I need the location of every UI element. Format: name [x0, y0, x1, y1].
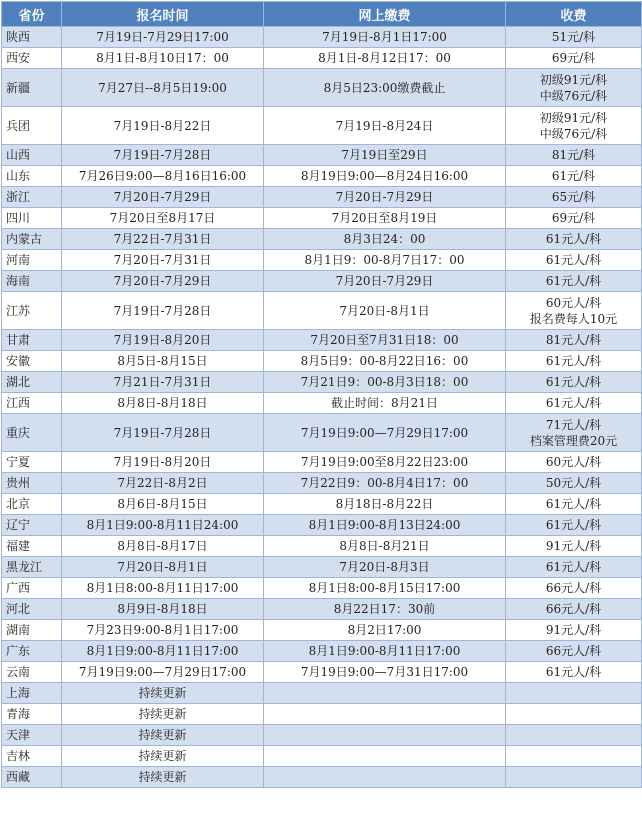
online-payment-cell: 7月20日-8月3日: [264, 557, 506, 578]
online-payment-cell: 7月19日-8月24日: [264, 107, 506, 145]
registration-time-cell: 8月1日8:00-8月11日17:00: [62, 578, 264, 599]
fee-line: 61元人/科: [545, 497, 602, 511]
registration-time-cell: 8月1日-8月10日17：00: [62, 48, 264, 69]
province-cell: 四川: [2, 208, 62, 229]
online-payment-cell: [264, 725, 506, 746]
registration-time-cell: 8月1日9:00-8月11日17:00: [62, 641, 264, 662]
registration-time-cell: 8月6日-8月15日: [62, 494, 264, 515]
table-row: [2, 641, 642, 662]
fee-cell: [506, 473, 642, 494]
registration-time-cell: 7月20日-7月31日: [62, 250, 264, 271]
province-cell: 甘肃: [2, 330, 62, 351]
header-row: [2, 2, 642, 27]
fee-cell: [506, 250, 642, 271]
province-cell: 内蒙古: [2, 229, 62, 250]
online-payment-cell: 7月19日至29日: [264, 145, 506, 166]
table-row: [2, 187, 642, 208]
online-payment-cell: 8月1日-8月12日17：00: [264, 48, 506, 69]
online-payment-cell: 8月18日-8月22日: [264, 494, 506, 515]
fee-line: 初级91元/科: [539, 110, 608, 125]
table-row: [2, 452, 642, 473]
registration-time-cell: 7月23日9:00-8月1日17:00: [62, 620, 264, 641]
fee-cell: [506, 767, 642, 788]
online-payment-cell: 8月5日23:00缴费截止: [264, 69, 506, 107]
fee-cell: [506, 351, 642, 372]
online-payment-cell: 7月21日9：00-8月3日18：00: [264, 372, 506, 393]
fee-cell: [506, 48, 642, 69]
table-row: [2, 767, 642, 788]
fee-line: 61元/科: [551, 169, 596, 183]
fee-cell: [506, 578, 642, 599]
table-row: [2, 271, 642, 292]
fee-line: 91元人/科: [545, 539, 602, 553]
table-row: [2, 704, 642, 725]
fee-line: 66元人/科: [545, 602, 602, 616]
registration-time-cell: 7月19日-8月22日: [62, 107, 264, 145]
fee-cell: [506, 271, 642, 292]
fee-line: 61元人/科: [545, 354, 602, 368]
online-payment-cell: [264, 746, 506, 767]
online-payment-cell: 7月20日至8月19日: [264, 208, 506, 229]
fee-line: 档案管理费20元: [529, 433, 618, 448]
province-cell: 广东: [2, 641, 62, 662]
province-cell: 湖南: [2, 620, 62, 641]
table-row: [2, 414, 642, 452]
fee-schedule-table: [1, 1, 642, 788]
header-fee: 收费: [506, 2, 642, 27]
registration-time-cell: 7月22日-8月2日: [62, 473, 264, 494]
province-cell: 海南: [2, 271, 62, 292]
registration-time-cell: 8月9日-8月18日: [62, 599, 264, 620]
table-row: [2, 69, 642, 107]
table-row: [2, 557, 642, 578]
registration-time-cell: 7月20日-7月29日: [62, 271, 264, 292]
province-cell: 北京: [2, 494, 62, 515]
table-row: [2, 683, 642, 704]
table-row: [2, 145, 642, 166]
province-cell: 湖北: [2, 372, 62, 393]
registration-time-cell: 7月19日-7月29日17:00: [62, 27, 264, 48]
province-cell: 辽宁: [2, 515, 62, 536]
online-payment-cell: 截止时间：8月21日: [264, 393, 506, 414]
registration-time-cell: 7月19日-7月28日: [62, 145, 264, 166]
header-registration-time: 报名时间: [62, 2, 264, 27]
table-row: [2, 494, 642, 515]
fee-line: 中级76元/科: [539, 88, 608, 103]
table-row: [2, 746, 642, 767]
fee-cell: [506, 145, 642, 166]
registration-time-cell: 7月19日-7月28日: [62, 292, 264, 330]
table-row: [2, 599, 642, 620]
table-row: [2, 330, 642, 351]
table-body: [2, 27, 642, 788]
table-row: [2, 48, 642, 69]
fee-cell: [506, 599, 642, 620]
fee-line: 65元/科: [551, 190, 596, 204]
online-payment-cell: 8月3日24：00: [264, 229, 506, 250]
registration-time-cell: 7月20日-8月1日: [62, 557, 264, 578]
table-row: [2, 166, 642, 187]
fee-line: 61元人/科: [545, 560, 602, 574]
province-cell: 西安: [2, 48, 62, 69]
registration-time-cell: 8月8日-8月18日: [62, 393, 264, 414]
fee-line: 61元人/科: [545, 518, 602, 532]
fee-line: 61元人/科: [545, 396, 602, 410]
table-row: [2, 393, 642, 414]
fee-line: 61元人/科: [545, 274, 602, 288]
fee-line: 61元人/科: [545, 665, 602, 679]
table-row: [2, 250, 642, 271]
province-cell: 安徽: [2, 351, 62, 372]
fee-line: 报名费每人10元: [529, 311, 618, 326]
fee-cell: [506, 641, 642, 662]
fee-cell: [506, 292, 642, 330]
province-cell: 新疆: [2, 69, 62, 107]
fee-line: 71元人/科: [545, 417, 602, 432]
table-row: [2, 515, 642, 536]
registration-time-cell: 持续更新: [62, 767, 264, 788]
fee-line: 66元人/科: [545, 581, 602, 595]
online-payment-cell: 7月19日9:00至8月22日23:00: [264, 452, 506, 473]
header-province: 省份: [2, 2, 62, 27]
online-payment-cell: 8月8日-8月21日: [264, 536, 506, 557]
registration-time-cell: 7月19日-8月20日: [62, 330, 264, 351]
fee-line: 50元人/科: [545, 476, 602, 490]
fee-cell: [506, 620, 642, 641]
province-cell: 云南: [2, 662, 62, 683]
table-row: [2, 107, 642, 145]
registration-time-cell: 持续更新: [62, 725, 264, 746]
province-cell: 重庆: [2, 414, 62, 452]
fee-cell: [506, 494, 642, 515]
province-cell: 江苏: [2, 292, 62, 330]
fee-cell: [506, 536, 642, 557]
fee-line: 61元人/科: [545, 375, 602, 389]
province-cell: 吉林: [2, 746, 62, 767]
fee-cell: [506, 662, 642, 683]
province-cell: 浙江: [2, 187, 62, 208]
fee-line: 初级91元/科: [539, 72, 608, 87]
table-row: [2, 27, 642, 48]
registration-time-cell: 7月22日-7月31日: [62, 229, 264, 250]
table-row: [2, 536, 642, 557]
table-row: [2, 620, 642, 641]
online-payment-cell: 7月20日-7月29日: [264, 271, 506, 292]
province-cell: 黑龙江: [2, 557, 62, 578]
fee-cell: [506, 515, 642, 536]
province-cell: 河南: [2, 250, 62, 271]
province-cell: 广西: [2, 578, 62, 599]
registration-time-cell: 7月26日9:00—8月16日16:00: [62, 166, 264, 187]
fee-line: 69元/科: [551, 211, 596, 225]
fee-cell: [506, 187, 642, 208]
fee-cell: [506, 69, 642, 107]
online-payment-cell: 8月1日8:00-8月15日17:00: [264, 578, 506, 599]
fee-line: 61元人/科: [545, 232, 602, 246]
table-row: [2, 662, 642, 683]
province-cell: 山西: [2, 145, 62, 166]
registration-time-cell: 8月5日-8月15日: [62, 351, 264, 372]
province-cell: 西藏: [2, 767, 62, 788]
fee-cell: [506, 725, 642, 746]
registration-time-cell: 持续更新: [62, 704, 264, 725]
fee-line: 69元/科: [551, 51, 596, 65]
province-cell: 江西: [2, 393, 62, 414]
table-row: [2, 351, 642, 372]
fee-cell: [506, 372, 642, 393]
online-payment-cell: 8月1日9:00-8月13日24:00: [264, 515, 506, 536]
fee-cell: [506, 330, 642, 351]
fee-cell: [506, 704, 642, 725]
registration-time-cell: 7月20日-7月29日: [62, 187, 264, 208]
online-payment-cell: 7月19日9:00—7月31日17:00: [264, 662, 506, 683]
registration-time-cell: 持续更新: [62, 746, 264, 767]
registration-time-cell: 7月19日9:00—7月29日17:00: [62, 662, 264, 683]
online-payment-cell: [264, 767, 506, 788]
online-payment-cell: 7月22日9：00-8月4日17：00: [264, 473, 506, 494]
fee-cell: [506, 229, 642, 250]
registration-time-cell: 7月21日-7月31日: [62, 372, 264, 393]
fee-line: 51元/科: [551, 30, 596, 44]
province-cell: 宁夏: [2, 452, 62, 473]
province-cell: 山东: [2, 166, 62, 187]
province-cell: 天津: [2, 725, 62, 746]
registration-time-cell: 8月1日9:00-8月11日24:00: [62, 515, 264, 536]
table-row: [2, 229, 642, 250]
registration-time-cell: 8月8日-8月17日: [62, 536, 264, 557]
fee-line: 60元人/科: [545, 455, 602, 469]
province-cell: 陕西: [2, 27, 62, 48]
online-payment-cell: 8月22日17：30前: [264, 599, 506, 620]
fee-cell: [506, 683, 642, 704]
online-payment-cell: 7月19日-8月1日17:00: [264, 27, 506, 48]
online-payment-cell: 8月5日9：00-8月22日16：00: [264, 351, 506, 372]
registration-time-cell: 7月19日-7月28日: [62, 414, 264, 452]
online-payment-cell: 8月2日17:00: [264, 620, 506, 641]
online-payment-cell: 8月1日9：00-8月7日17：00: [264, 250, 506, 271]
province-cell: 上海: [2, 683, 62, 704]
fee-cell: [506, 414, 642, 452]
fee-line: 61元人/科: [545, 253, 602, 267]
fee-cell: [506, 208, 642, 229]
fee-cell: [506, 746, 642, 767]
online-payment-cell: 7月20日-7月29日: [264, 187, 506, 208]
online-payment-cell: 8月19日9:00—8月24日16:00: [264, 166, 506, 187]
fee-line: 60元人/科: [545, 295, 602, 310]
fee-cell: [506, 452, 642, 473]
fee-cell: [506, 27, 642, 48]
online-payment-cell: [264, 683, 506, 704]
province-cell: 福建: [2, 536, 62, 557]
fee-line: 中级76元/科: [539, 126, 608, 141]
online-payment-cell: 7月20日至7月31日18：00: [264, 330, 506, 351]
fee-cell: [506, 393, 642, 414]
fee-cell: [506, 557, 642, 578]
province-cell: 兵团: [2, 107, 62, 145]
table-row: [2, 372, 642, 393]
province-cell: 青海: [2, 704, 62, 725]
registration-time-cell: 7月27日--8月5日19:00: [62, 69, 264, 107]
table-row: [2, 292, 642, 330]
table-row: [2, 208, 642, 229]
table-row: [2, 473, 642, 494]
fee-line: 81元人/科: [545, 333, 602, 347]
fee-line: 81元/科: [551, 148, 596, 162]
fee-cell: [506, 166, 642, 187]
online-payment-cell: [264, 704, 506, 725]
province-cell: 贵州: [2, 473, 62, 494]
registration-time-cell: 7月20日至8月17日: [62, 208, 264, 229]
header-online-payment: 网上缴费: [264, 2, 506, 27]
online-payment-cell: 7月20日-8月1日: [264, 292, 506, 330]
fee-cell: [506, 107, 642, 145]
online-payment-cell: 8月1日9:00-8月11日17:00: [264, 641, 506, 662]
province-cell: 河北: [2, 599, 62, 620]
registration-time-cell: 7月19日-8月20日: [62, 452, 264, 473]
fee-line: 66元人/科: [545, 644, 602, 658]
fee-line: 91元人/科: [545, 623, 602, 637]
table-row: [2, 725, 642, 746]
table-row: [2, 578, 642, 599]
online-payment-cell: 7月19日9:00—7月29日17:00: [264, 414, 506, 452]
registration-time-cell: 持续更新: [62, 683, 264, 704]
